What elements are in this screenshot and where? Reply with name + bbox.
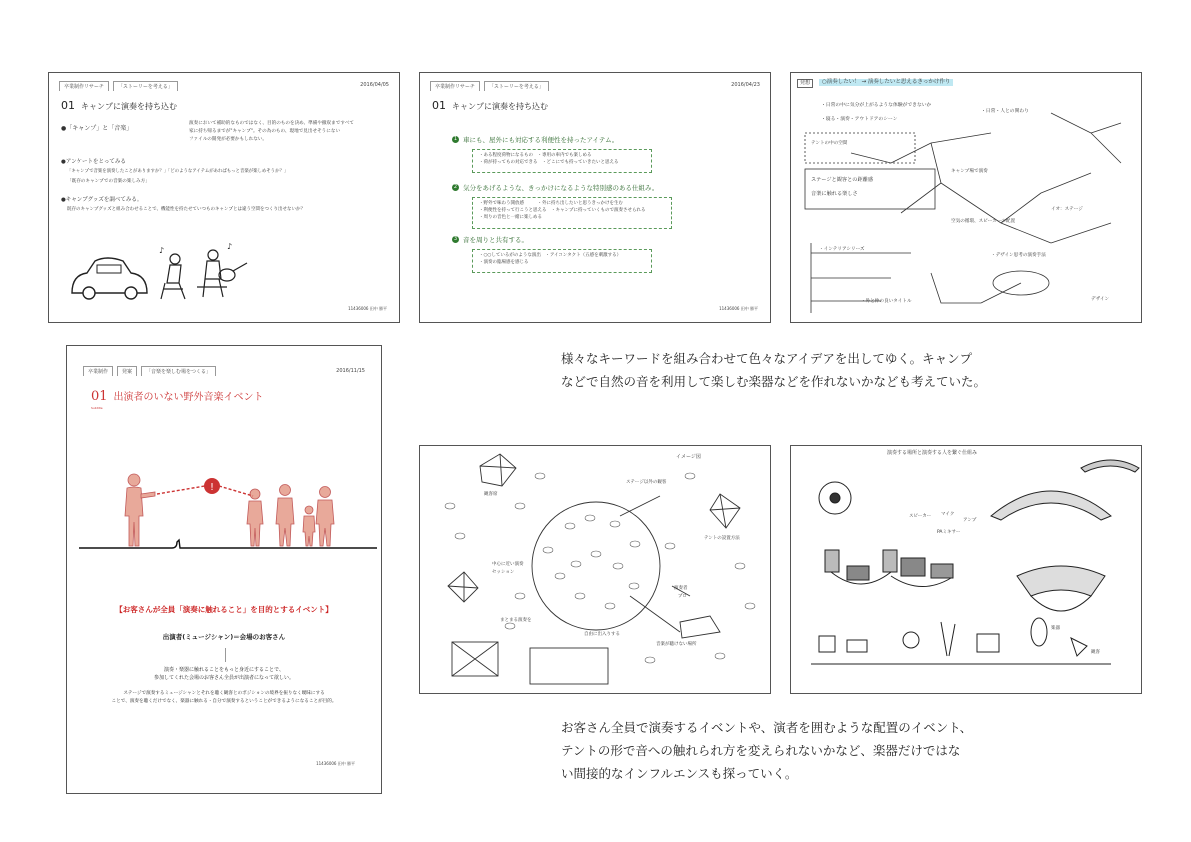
sheet-number: 01	[432, 99, 446, 112]
handnote: ・インテリアシリーズ	[819, 247, 865, 252]
group-heading	[452, 183, 658, 192]
handnote: 音楽に触れる楽しさ	[811, 191, 858, 197]
handnote: ファイルの開発が必要かもしれない。	[189, 137, 268, 142]
sheet-footer: 11436006 田中 勝平	[348, 306, 387, 311]
sheet-equipment-sketch	[790, 445, 1142, 694]
group-number: 2	[453, 184, 458, 190]
venue-sketch	[420, 446, 771, 694]
handnote: スピーカー	[909, 514, 932, 519]
group-heading-text: 車にも、屋外にも対応する利便性を持ったアイテム。	[463, 136, 619, 144]
handnote: 楽器	[1051, 626, 1060, 631]
group-item: ・周りの音色と一緒に楽しめる	[479, 214, 542, 220]
handnote: 自由に出入りする	[584, 632, 620, 637]
caption-line: 様々なキーワードを組み合わせて色々なアイデアを出してゆく。キャンプ	[561, 351, 973, 366]
handnote: キャンプ場で演奏	[951, 169, 988, 174]
handnote: テントの中の空間	[811, 141, 848, 146]
sheet-title	[61, 99, 177, 112]
sheet-camp-research-2	[419, 72, 771, 323]
handnote: イオ：ステージ	[1051, 207, 1083, 212]
event-red-heading: 【お客さんが全員「演奏に触れること」を目的とするイベント】	[115, 605, 333, 614]
caption-line: テントの形で音への触れられ方を変えられないかなど、楽器だけではな	[561, 743, 961, 758]
caption-keywords	[561, 347, 986, 393]
equipment-sketch	[791, 446, 1142, 694]
performer-audience-illustration	[77, 466, 377, 556]
body-line: ステージで演奏するミュージシャンとそれを聴く観客とのポジションの境界を振りなく曖昧にする	[123, 691, 325, 696]
sheet-number: 01	[91, 389, 108, 404]
handnote: ・日常・人との関わり	[981, 109, 1029, 114]
handnote: ステージと観客との距離感	[811, 177, 874, 183]
sheet-date: 2016/04/23	[731, 82, 760, 88]
handnote: 家に持ち帰るまでが"キャンプ"。その為のもの、現地で見出せそうにない	[189, 129, 341, 134]
sheet-tab: 「ストーリーを考える」	[484, 81, 549, 91]
caption-line: お客さん全員で演奏するイベントや、演者を囲むような配置のイベント、	[561, 720, 973, 735]
group-item: ・演奏の臨場感を感じる	[479, 259, 529, 265]
handnote: セッション	[492, 570, 515, 575]
sheet-camp-research-1	[48, 72, 400, 323]
sheet-label: イメージ図	[676, 454, 701, 460]
caption-events	[561, 716, 972, 785]
sheet-footer: 11436006 田中 勝平	[719, 306, 758, 311]
handnote: ・外と仲の良いタイトル	[861, 299, 912, 304]
group-box	[472, 149, 652, 173]
handnote: 演奏者	[674, 586, 688, 591]
group-number: 1	[453, 136, 458, 142]
sheet-title-text: キャンプに演奏を持ち込む	[452, 102, 548, 111]
sheet-tabs	[430, 81, 549, 91]
svg-text:♪: ♪	[227, 243, 233, 251]
sheet-label: 演奏する場所と演奏する人を繋ぐ仕組み	[887, 450, 978, 456]
mindmap-heading: ○演奏したい！ → 演奏したいと思えるきっかけ作り	[819, 79, 953, 86]
sheet-tab: 「ストーリーを考える」	[113, 81, 178, 91]
group-heading-text: 気分をあげるような、きっかけになるような特別感のある仕組み。	[463, 184, 659, 192]
sheet-tab: 卒業制作	[83, 366, 113, 376]
event-body-1	[67, 666, 381, 682]
handnote: まとまる演奏を	[500, 618, 532, 623]
sheet-event-concept	[66, 345, 382, 794]
handnote: 「既存のキャンプでの音楽の楽しみ方」	[67, 179, 150, 184]
handnote: マイク	[941, 512, 955, 517]
handnote: 観客席	[484, 492, 498, 497]
handnote: 演奏において補助的なものではなく、目的のものを決め、準備や撤収まですべて	[189, 121, 355, 126]
handnote: ●「キャンプ」と「音楽」	[61, 125, 133, 132]
handnote: 既存のキャンプグッズと組み合わせることで、機能性を持たせていつものキャンプとは違う空間をつくり出せないか？	[67, 207, 306, 212]
sheet-title-text: キャンプに演奏を持ち込む	[81, 102, 177, 111]
group-number: 3	[453, 236, 458, 242]
sheet-tab: 発案	[117, 366, 137, 376]
handnote: 中心に近い演奏	[492, 562, 524, 567]
sheet-number: 01	[61, 99, 75, 112]
group-item: ・○○しているがのような演出 ・アイコンタクト（五感を刺激する）	[479, 253, 622, 258]
sheet-tabs	[59, 81, 178, 91]
group-item: ・野外で味わう開放感 ・外に持ち出したいと思うきっかけを生む	[479, 201, 623, 206]
mindmap-lines	[791, 73, 1142, 323]
divider	[225, 648, 226, 662]
group-box	[472, 249, 652, 273]
handnote: ・日常の中に気分が上がるような体験ができないか	[821, 103, 932, 108]
group-heading	[452, 235, 528, 244]
group-item: ・ある程度荷物になるもの ・専用の車内でも楽しめる	[479, 153, 592, 158]
sheet-label: 発想	[797, 79, 813, 88]
handnote: ・デザイン思考の演奏手法	[991, 253, 1046, 258]
handnote: ●キャンプグッズを調べてみる。	[61, 197, 143, 203]
group-item: ・荷が持ってもの対応できる ・どこにでも持っていきたいと思える	[479, 159, 619, 165]
handnote: アンプ	[963, 518, 977, 523]
body-line: 演奏・楽器に触れることをもっと身近にすることで、	[164, 667, 284, 673]
sheet-title-text: 出演者のいない野外音楽イベント	[113, 392, 264, 403]
sheet-title	[432, 99, 548, 112]
handnote: ステージ以外の観客	[626, 480, 667, 485]
sheet-tabs	[83, 366, 216, 376]
sheet-tab: 卒業制作リサーチ	[59, 81, 109, 91]
sheet-tab: 卒業制作リサーチ	[430, 81, 480, 91]
handnote: PAミキサー	[937, 530, 961, 535]
group-item: ・利便性を持って行こうと思える ・キャンプに持っていくもので演奏させられる	[479, 207, 646, 213]
sheet-date: 2016/11/15	[336, 368, 365, 374]
handnote: ●アンケートをとってみる	[61, 159, 126, 165]
group-heading-text: 音を周りと共有する。	[463, 236, 528, 244]
event-body-2	[67, 690, 381, 706]
sheet-footer: 11436006 田中 勝平	[316, 761, 355, 766]
alert-icon: !	[209, 482, 215, 493]
sheet-date: 2016/04/05	[360, 82, 389, 88]
sheet-venue-sketch	[419, 445, 771, 694]
handnote: プロ	[678, 594, 687, 599]
handnote: デザイン	[1091, 297, 1110, 302]
sheet-number-sub: Subtitle	[91, 406, 103, 410]
sheet-title	[91, 388, 264, 404]
handnote: 空気の循環、スピーカーの配置	[951, 219, 1016, 224]
camp-illustration	[67, 243, 267, 303]
sheet-tab: 「音楽を楽しむ場をつくる」	[141, 366, 216, 376]
handnote: 「キャンプで音楽を演奏したことがありますか？」「どのようなアイテムがあればもっと音楽が楽しめそうか？」	[67, 169, 289, 174]
handnote: ・寝る・演奏・アウトドアのシーン	[821, 117, 898, 122]
body-line: 参加してくれた会場のお客さん全員が出演者になって欲しい。	[153, 675, 294, 681]
handnote: 音楽が聴けない場所	[656, 642, 697, 647]
svg-text:♪: ♪	[159, 246, 165, 255]
handnote: 観客	[1091, 650, 1100, 655]
group-box	[472, 197, 672, 229]
caption-line: い間接的なインフルエンスも探っていく。	[561, 766, 798, 781]
body-line: ことで、演奏を聴くだけでなく、楽器に触れる・自分で演奏するということができるようになることが目的。	[111, 698, 337, 704]
sheet-idea-mindmap	[790, 72, 1142, 323]
event-sub-heading: 出演者(ミュージシャン)＝会場のお客さん	[162, 633, 286, 641]
handnote: テントの設置方法	[704, 536, 740, 541]
group-heading	[452, 135, 618, 144]
caption-line: などで自然の音を利用して楽しむ楽器などを作れないかなども考えていた。	[561, 374, 987, 389]
